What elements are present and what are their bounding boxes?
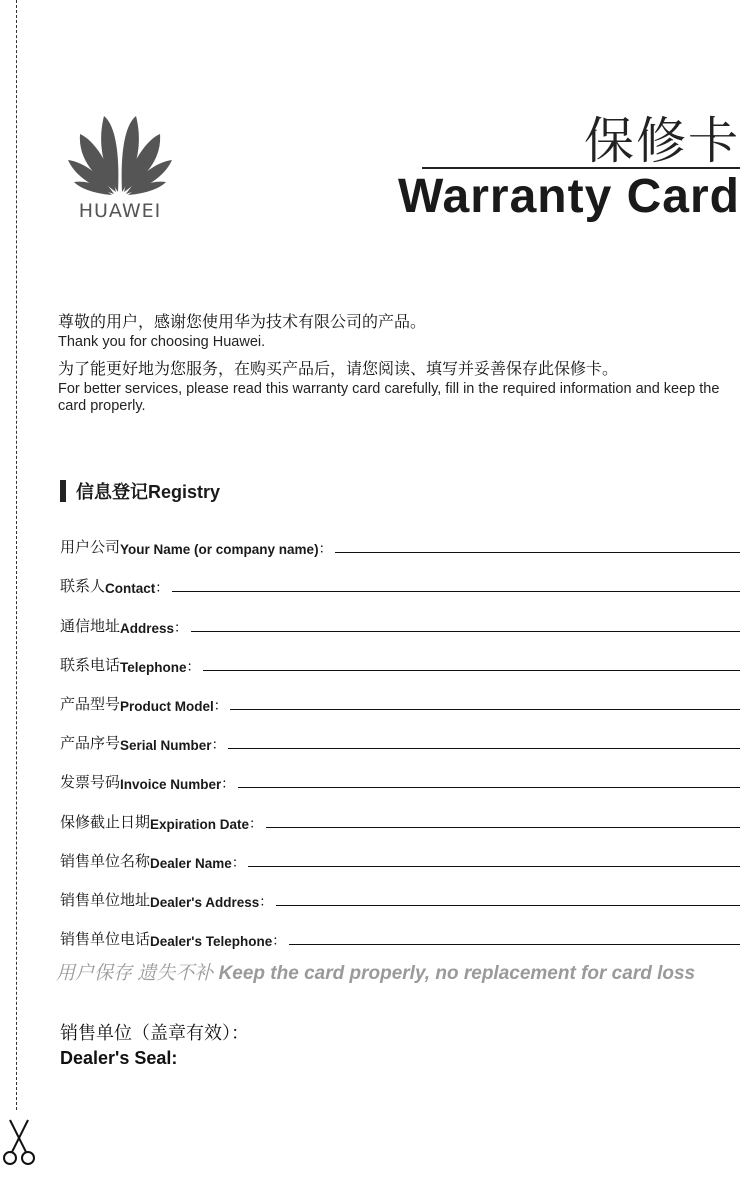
field-colon: ： <box>249 815 263 831</box>
field-contact[interactable] <box>60 557 740 596</box>
field-colon: ： <box>259 893 273 909</box>
field-label-cn: 保修截止日期 <box>60 813 151 831</box>
field-dealer-address[interactable] <box>60 871 740 910</box>
field-label-cn: 用户公司 <box>60 539 121 557</box>
field-colon: ： <box>231 854 246 870</box>
field-your-name[interactable] <box>60 518 740 557</box>
field-colon: ： <box>211 737 226 753</box>
field-blank-line[interactable] <box>191 631 740 632</box>
field-label-cn: 联系电话 <box>60 656 121 674</box>
intro-line1-cn: 尊敬的用户，感谢您使用华为技术有限公司的产品。 <box>58 314 427 331</box>
intro-line2-cn: 为了能更好地为您服务，在购买产品后，请您阅读、填写并妥善保存此保修卡。 <box>58 361 619 378</box>
field-blank-line[interactable] <box>289 944 740 945</box>
seal-label-en: Dealer's Seal: <box>60 1048 178 1068</box>
intro-text <box>58 312 740 423</box>
field-label-en: Dealer's Telephone <box>150 934 273 950</box>
field-label-en: Dealer's Address <box>150 894 260 910</box>
field-label-en: Your Name (or company name) <box>120 542 319 558</box>
field-label-en: Dealer Name <box>150 855 232 871</box>
registry-header <box>60 478 220 504</box>
field-dealer-name[interactable] <box>60 832 740 871</box>
field-label-cn: 销售单位地址 <box>60 891 151 909</box>
field-colon: ： <box>318 541 333 557</box>
field-colon: ： <box>155 580 169 596</box>
field-label-en: Contact <box>105 581 156 597</box>
field-invoice-number[interactable] <box>60 753 740 792</box>
field-blank-line[interactable] <box>172 591 740 592</box>
scissors-icon <box>2 1118 36 1166</box>
section-marker <box>60 480 66 502</box>
field-colon: ： <box>174 619 188 635</box>
field-blank-line[interactable] <box>228 748 740 749</box>
field-label-cn: 产品型号 <box>60 695 121 713</box>
seal-label-cn: 销售单位（盖章有效）： <box>60 1023 249 1043</box>
registry-title: 信息登记Registry <box>76 482 221 502</box>
field-label-cn: 通信地址 <box>60 617 121 635</box>
registry-fields <box>60 518 740 949</box>
logo-text: HUAWEI <box>78 200 162 222</box>
field-blank-line[interactable] <box>248 866 740 867</box>
field-serial-number[interactable] <box>60 714 740 753</box>
field-label-en: Telephone <box>120 659 187 675</box>
field-label-cn: 产品序号 <box>60 735 121 753</box>
title-divider <box>422 167 740 169</box>
field-label-cn: 销售单位电话 <box>60 931 151 949</box>
notice-cn: 用户保存 遗失不补 <box>56 963 214 984</box>
field-product-model[interactable] <box>60 675 740 714</box>
notice-en: Keep the card properly, no replacement for card loss <box>218 963 696 984</box>
field-label-en: Address <box>120 620 175 636</box>
field-blank-line[interactable] <box>230 709 740 710</box>
title-cn: 保修卡 <box>584 113 740 169</box>
field-label-cn: 发票号码 <box>60 774 121 792</box>
field-colon: ： <box>186 658 201 674</box>
field-label-en: Serial Number <box>120 738 212 754</box>
field-label-en: Expiration Date <box>150 816 250 832</box>
intro-line1-en: Thank you for choosing Huawei. <box>58 334 266 350</box>
field-colon: ： <box>221 776 235 792</box>
field-blank-line[interactable] <box>238 787 740 788</box>
field-blank-line[interactable] <box>276 905 740 906</box>
intro-line2-en: For better services, please read this warranty card carefully, fill in the required information and keep the card properly. <box>58 381 720 414</box>
field-dealer-telephone[interactable] <box>60 910 740 949</box>
field-blank-line[interactable] <box>266 827 740 828</box>
huawei-logo <box>62 108 178 223</box>
field-blank-line[interactable] <box>335 552 740 553</box>
field-colon: ： <box>272 933 286 949</box>
field-address[interactable] <box>60 596 740 635</box>
field-colon: ： <box>213 697 228 713</box>
huawei-flower-icon <box>66 108 174 196</box>
field-telephone[interactable] <box>60 636 740 675</box>
field-expiration-date[interactable] <box>60 792 740 831</box>
cut-line <box>16 0 17 1110</box>
field-label-cn: 联系人 <box>60 578 106 596</box>
keep-card-notice <box>56 958 742 985</box>
field-label-cn: 销售单位名称 <box>60 852 151 870</box>
title-en: Warranty Card <box>398 170 740 223</box>
dealer-seal <box>60 1020 249 1070</box>
field-blank-line[interactable] <box>203 670 740 671</box>
field-label-en: Product Model <box>120 698 214 714</box>
field-label-en: Invoice Number <box>120 777 222 793</box>
